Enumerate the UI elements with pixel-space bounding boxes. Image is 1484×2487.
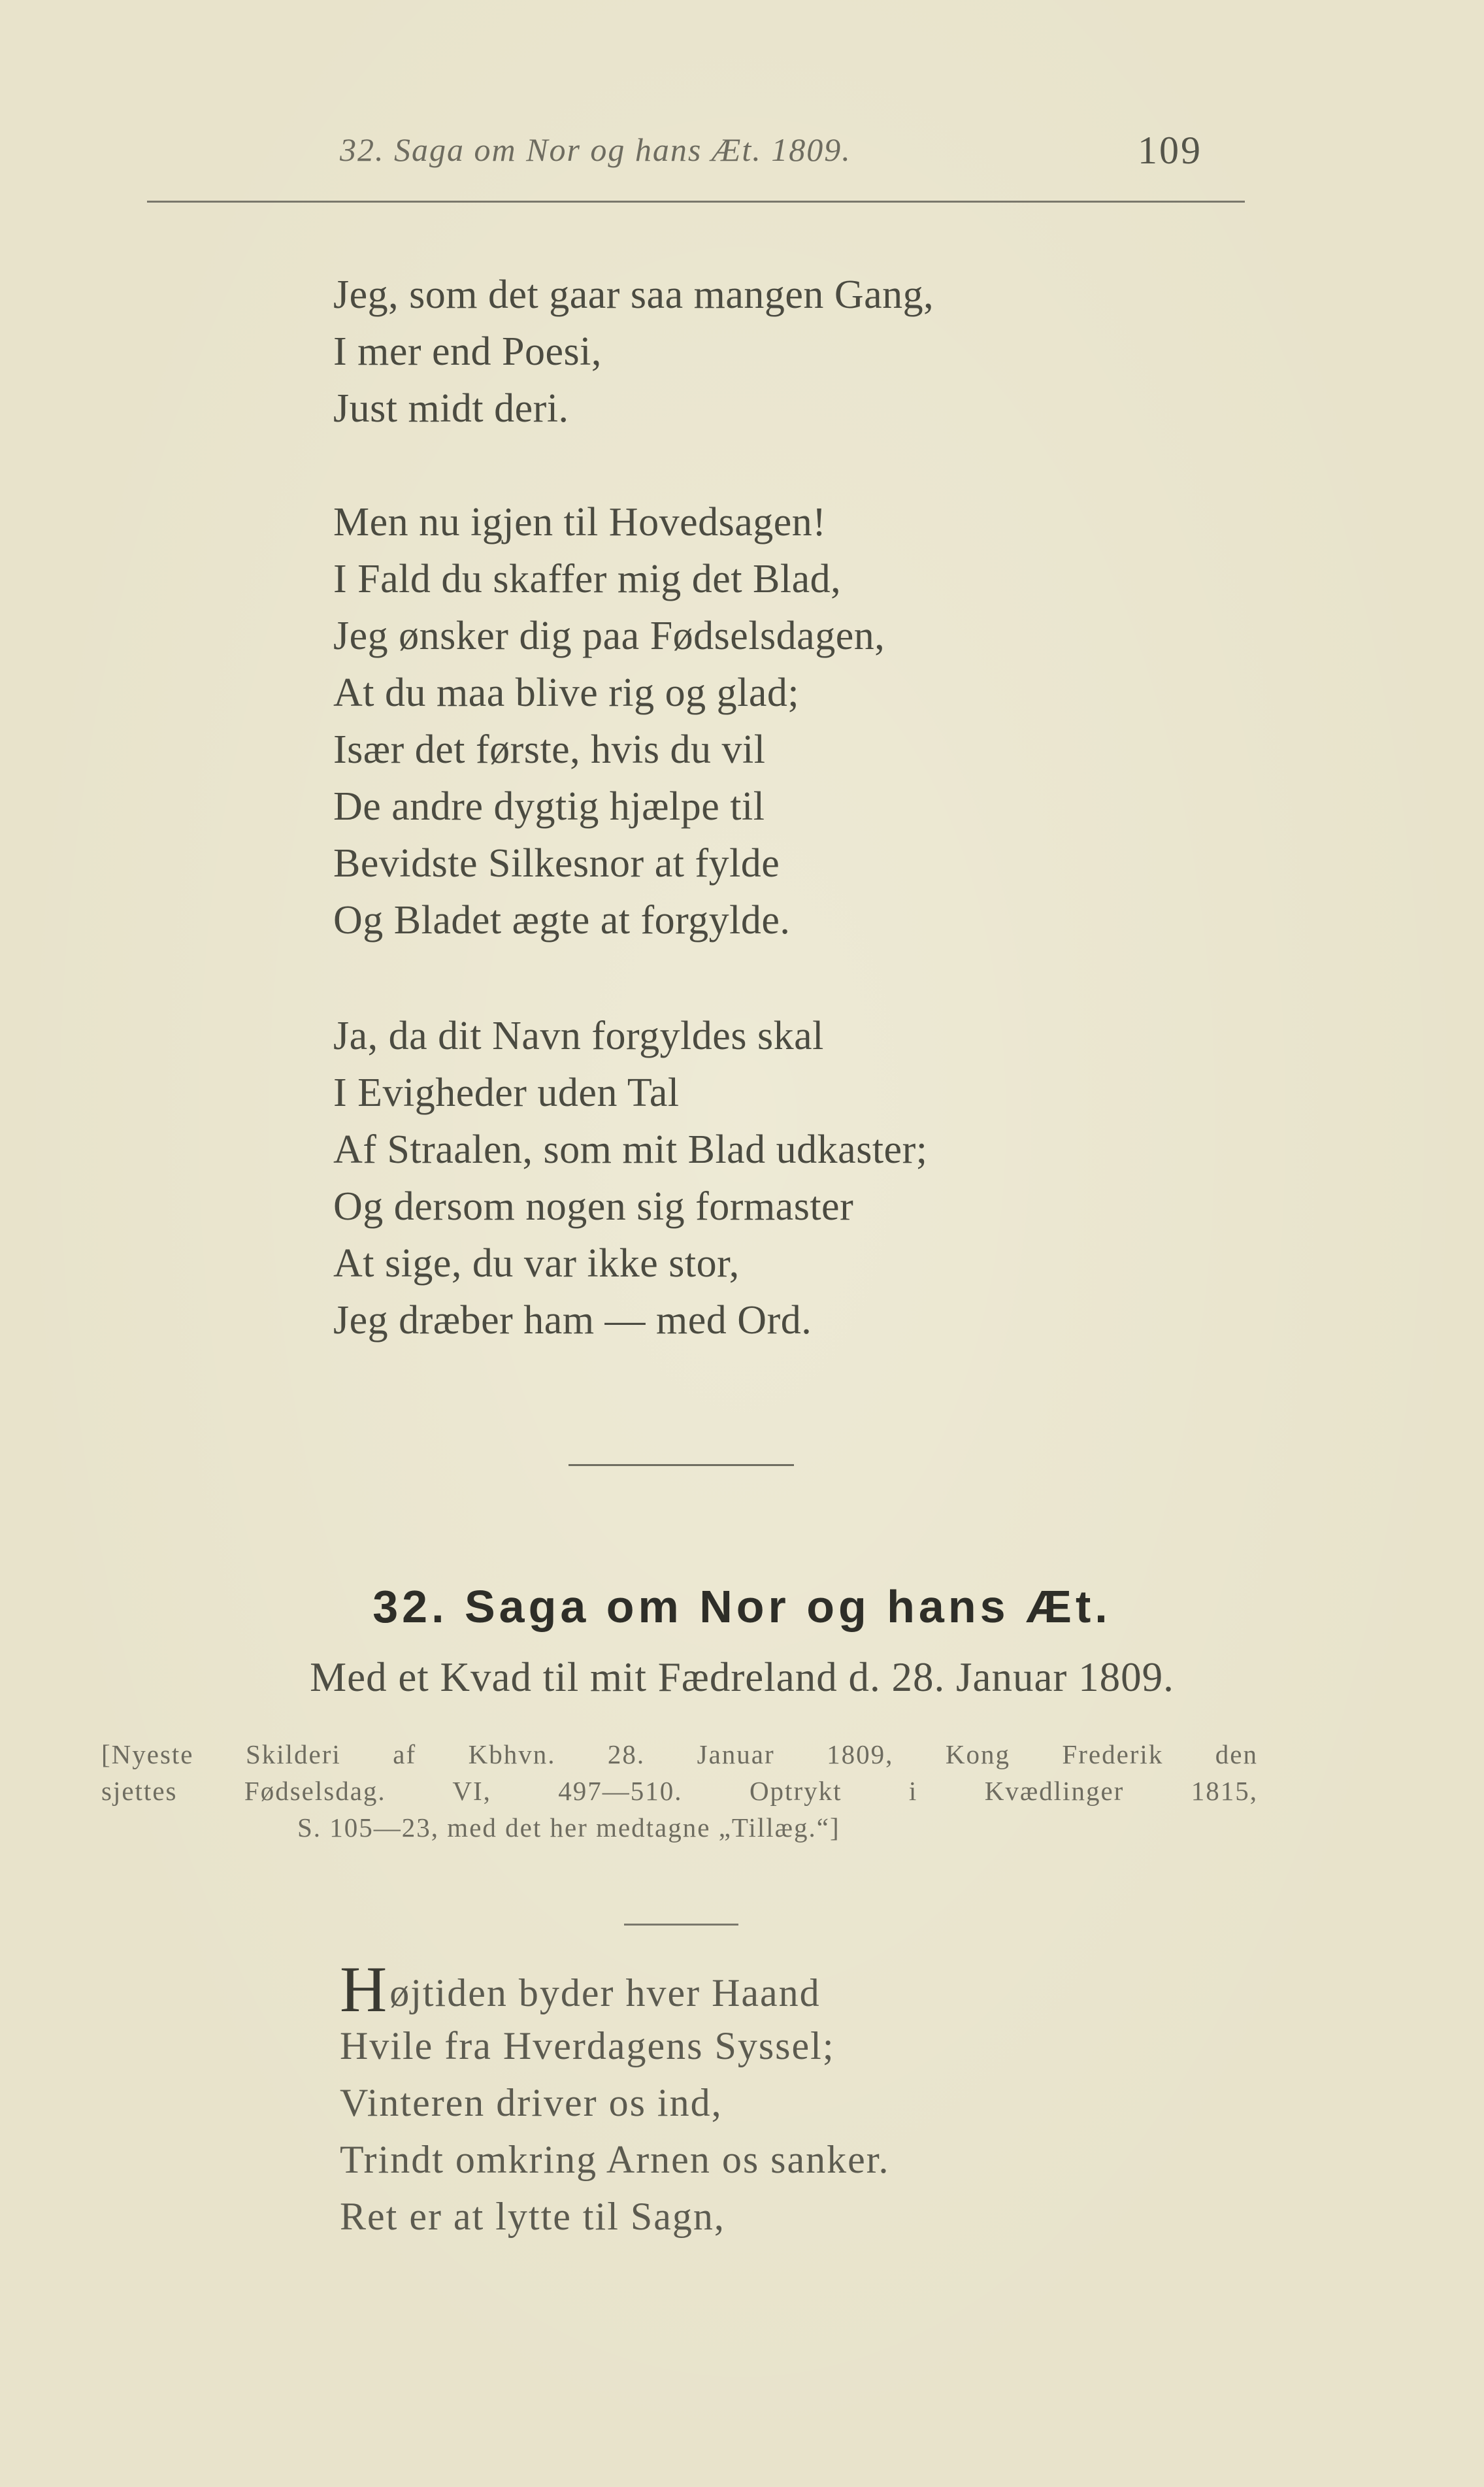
section-divider <box>569 1464 794 1466</box>
bib-note-line: sjettes Fødselsdag. VI, 497—510. Optrykt i Kvædlinger 1815, <box>101 1776 1258 1806</box>
header-rule <box>147 201 1245 203</box>
verse-line: Og dersom nogen sig formaster <box>333 1184 854 1229</box>
stanza-2 <box>333 494 885 949</box>
page-number: 109 <box>1138 129 1202 172</box>
verse-line: Vinteren driver os ind, <box>340 2081 723 2124</box>
verse-line: I mer end Poesi, <box>333 329 602 374</box>
verse-line: Jeg, som det gaar saa mangen Gang, <box>333 273 934 317</box>
verse-line: Jeg dræber ham — med Ord. <box>333 1298 812 1343</box>
verse-line: Af Straalen, som mit Blad udkaster; <box>333 1127 928 1172</box>
verse-line: I Fald du skaffer mig det Blad, <box>333 557 842 601</box>
verse-line: I Evigheder uden Tal <box>333 1071 680 1115</box>
note-divider <box>624 1924 738 1926</box>
verse-line: Ret er at lytte til Sagn, <box>340 2195 725 2238</box>
verse-line: Just midt deri. <box>333 386 569 431</box>
stanza-1 <box>333 267 934 437</box>
verse-line: At du maa blive rig og glad; <box>333 671 800 715</box>
verse-line: Bevidste Silkesnor at fylde <box>333 841 780 886</box>
verse-line-first <box>340 1953 889 2026</box>
bibliographic-note <box>101 1736 1258 1846</box>
verse-line: Især det første, hvis du vil <box>333 727 766 772</box>
poem-opening <box>340 1953 890 2245</box>
bib-note-line: S. 105—23, med det her medtagne „Tillæg.“] <box>297 1812 840 1843</box>
first-line-text: øjtiden byder hver Haand <box>389 1971 821 2014</box>
verse-line: Jeg ønsker dig paa Fødselsdagen, <box>333 614 885 658</box>
verse-line: At sige, du var ikke stor, <box>333 1241 740 1286</box>
running-head <box>340 131 1202 190</box>
running-title: 32. Saga om Nor og hans Æt. 1809. <box>340 131 851 168</box>
drop-cap: H <box>340 1953 389 2026</box>
verse-line: De andre dygtig hjælpe til <box>333 784 765 829</box>
verse-line: Ja, da dit Navn forgyldes skal <box>333 1014 824 1058</box>
bib-note-line: [Nyeste Skilderi af Kbhvn. 28. Januar 1809, Kong Frederik den <box>101 1739 1258 1769</box>
verse-line: Men nu igjen til Hovedsagen! <box>333 500 827 544</box>
stanza-3 <box>333 1008 927 1349</box>
section-subtitle: Med et Kvad til mit Fædreland d. 28. Januar 1809. <box>310 1654 1174 1700</box>
section-title: 32. Saga om Nor og hans Æt. <box>372 1581 1112 1632</box>
verse-line: Og Bladet ægte at forgylde. <box>333 898 791 943</box>
verse-line: Hvile fra Hverdagens Syssel; <box>340 2024 835 2067</box>
verse-line: Trindt omkring Arnen os sanker. <box>340 2138 890 2181</box>
